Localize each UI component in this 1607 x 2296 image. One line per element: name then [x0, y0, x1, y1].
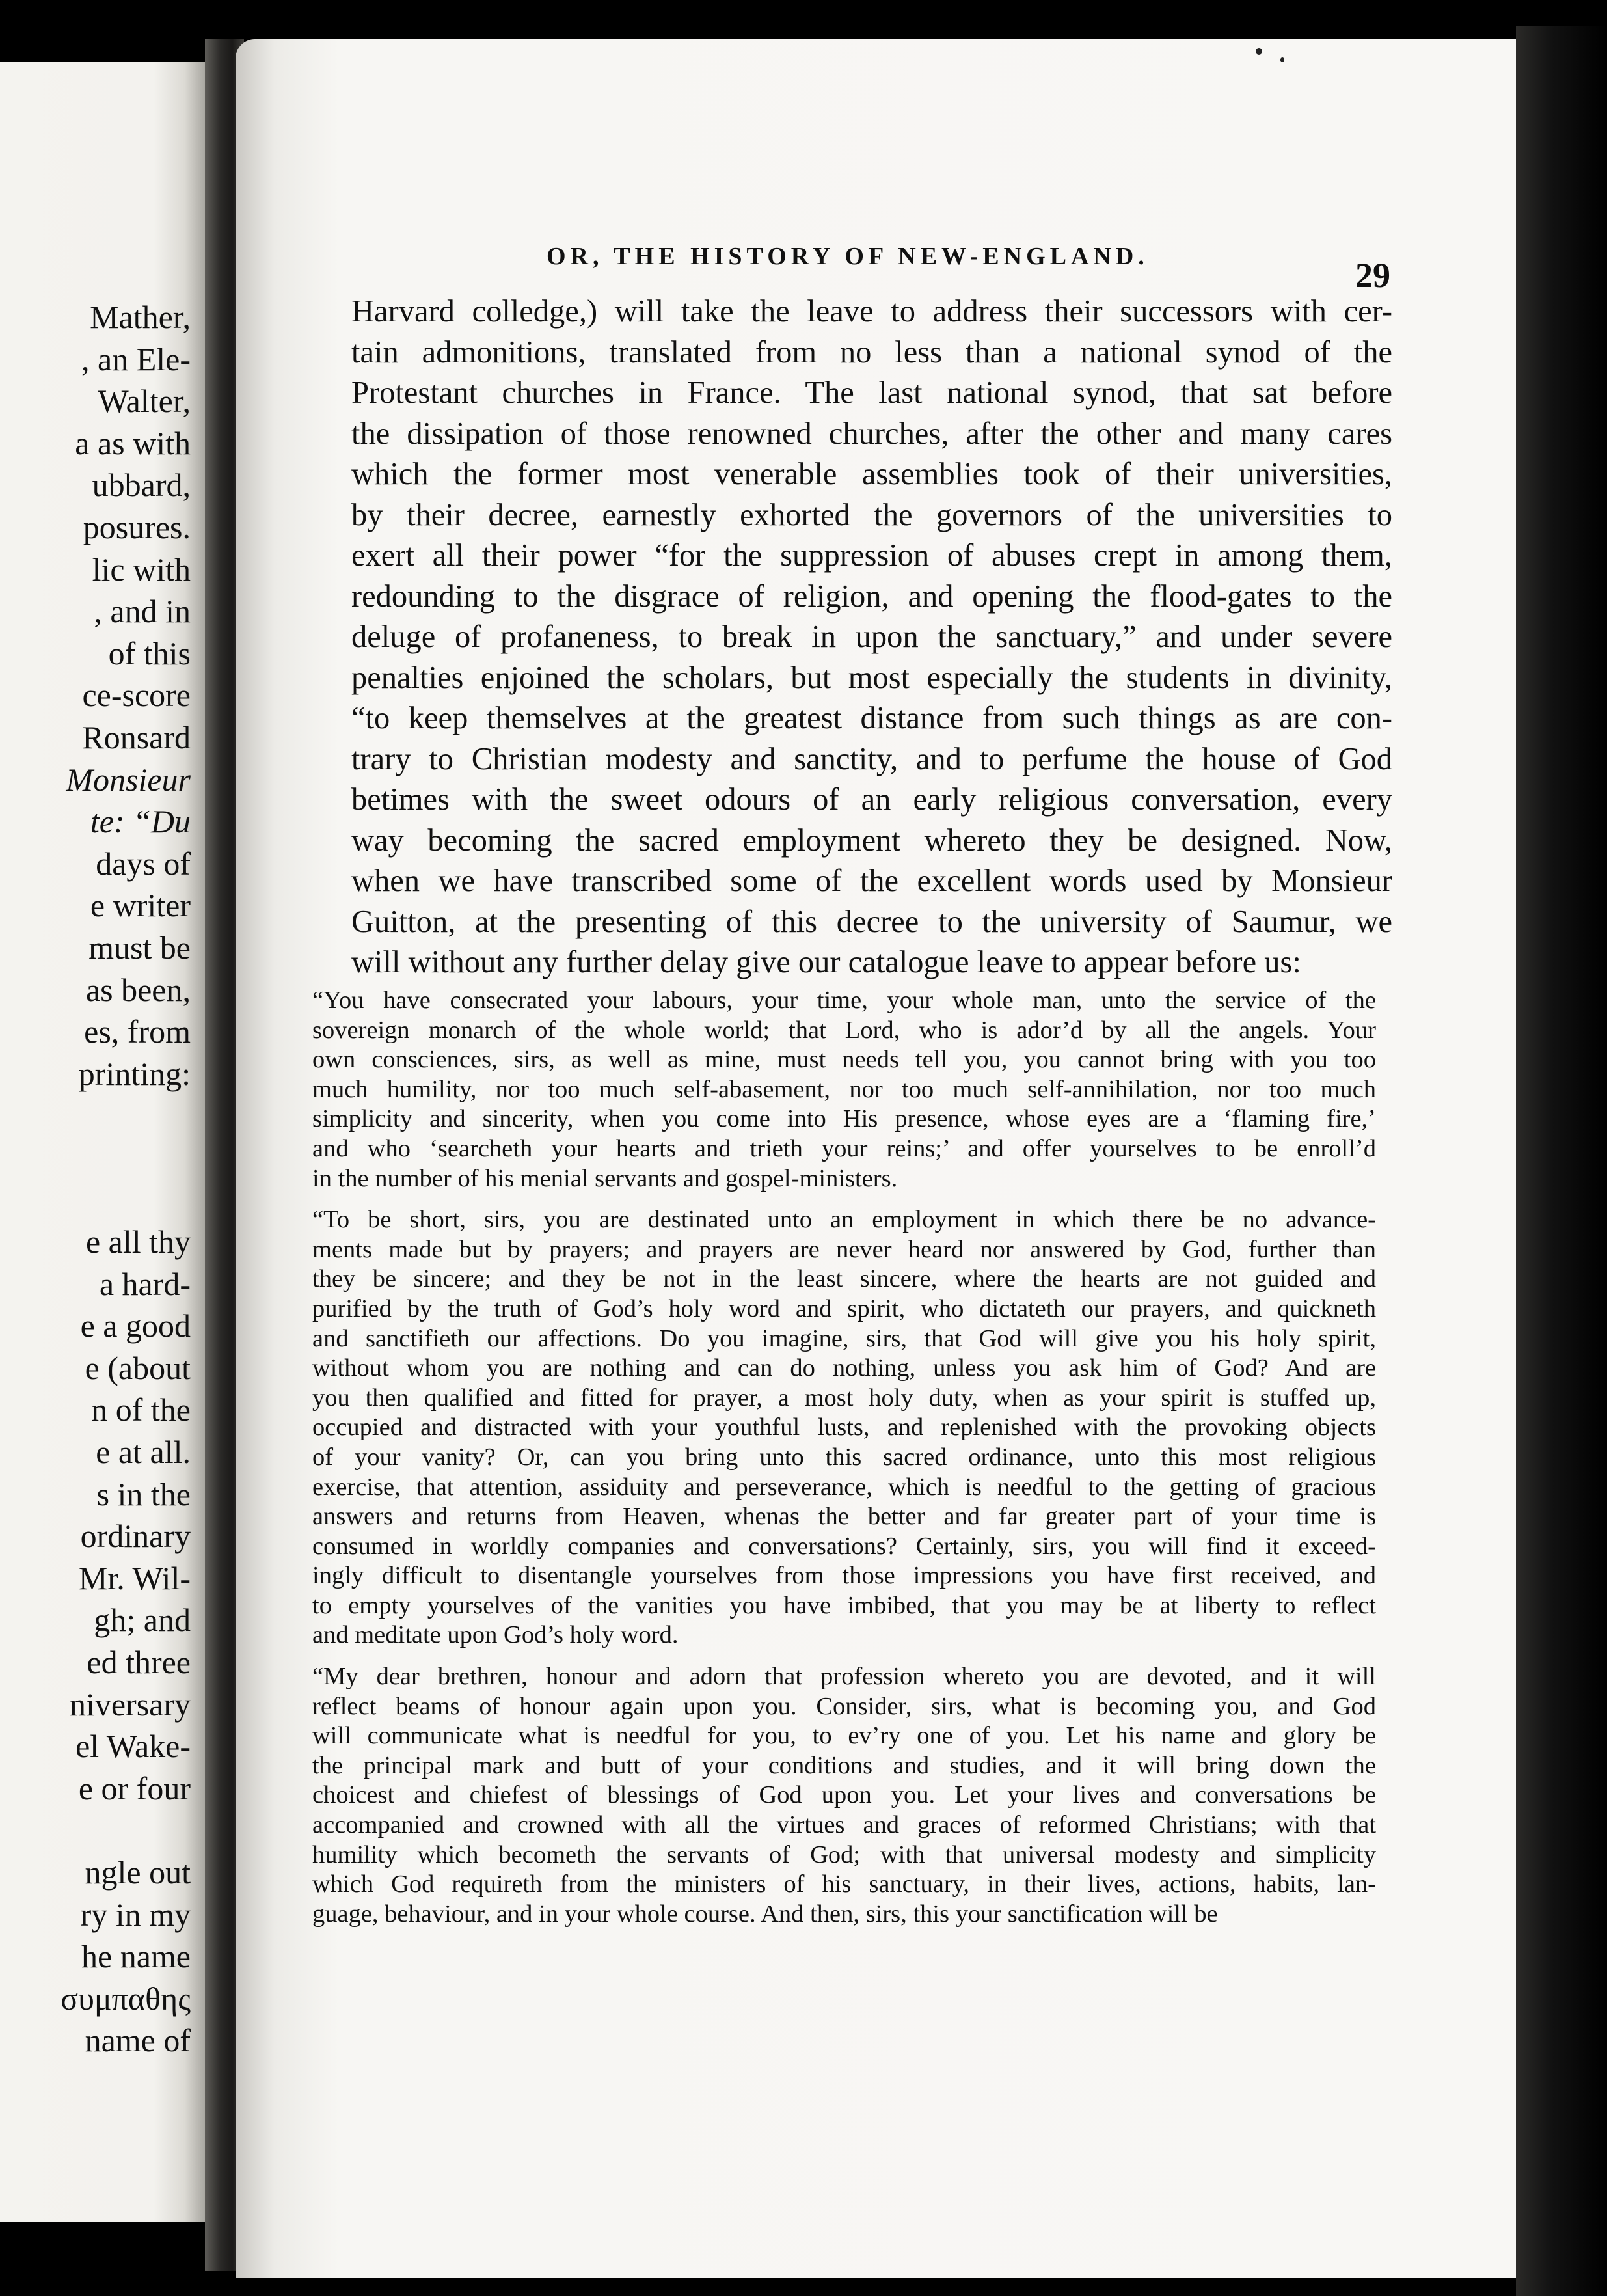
body-line: penalties enjoined the scholars, but most especially the students in divinity,	[351, 660, 1392, 695]
facing-page-line: e a good	[80, 1307, 191, 1345]
facing-page-line	[0, 1809, 191, 1852]
facing-page-line: e writer	[90, 887, 191, 924]
quote-line: exercise, that attention, assiduity and perseverance, which is needful to the getting of gracious	[312, 1473, 1376, 1501]
quote-paragraph	[312, 986, 1376, 1194]
quote-paragraph	[312, 1662, 1376, 1929]
quote-line: guage, behaviour, and in your whole course. And then, sirs, this your sanctification will be	[312, 1900, 1218, 1928]
facing-page-line: e or four	[78, 1770, 191, 1807]
body-line: will without any further delay give our catalogue leave to appear before us:	[351, 945, 1301, 979]
facing-page-line	[0, 1179, 191, 1221]
facing-page-line: ordinary	[80, 1518, 191, 1555]
facing-page-line: he name	[81, 1938, 191, 1975]
quote-line: consumed in worldly companies and conversations? Certainly, sirs, you will find it exceed-	[312, 1532, 1376, 1560]
quote-line: they be sincere; and they be not in the least sincere, where the hearts are not guided and	[312, 1265, 1376, 1293]
facing-page-line: Mr. Wil-	[78, 1559, 191, 1596]
quote-line: in the number of his menial servants and gospel-ministers.	[312, 1164, 898, 1192]
quote-line: choicest and chiefest of blessings of God upon you. Let your lives and conversations be	[312, 1781, 1376, 1809]
quote-line: ingly difficult to disentangle yourselves from those impressions you have first received, and	[312, 1562, 1376, 1590]
body-line: deluge of profaneness, to break in upon the sanctuary,” and under severe	[351, 620, 1392, 654]
facing-page-line: ngle out	[85, 1853, 191, 1891]
facing-page-line: , an Ele-	[81, 340, 191, 377]
body-line: tain admonitions, translated from no less than a national synod of the	[351, 335, 1392, 370]
body-line: by their decree, earnestly exhorted the governors of the universities to	[351, 497, 1392, 532]
body-line: trary to Christian modesty and sanctity, and to perfume the house of God	[351, 741, 1392, 776]
facing-page-line: days of	[96, 845, 191, 882]
body-line: way becoming the sacred employment whereto they be designed. Now,	[351, 823, 1392, 858]
quote-line: “You have consecrated your labours, your time, your whole man, unto the service of the	[312, 987, 1376, 1014]
facing-page-line: lic with	[92, 551, 191, 588]
quote-line: reflect beams of honour again upon you. Consider, sirs, what is becoming you, and God	[312, 1692, 1376, 1720]
facing-page-line: a hard-	[99, 1265, 191, 1302]
facing-page-line: Mather,	[90, 299, 191, 335]
facing-page-line	[0, 1095, 191, 1137]
body-line: redounding to the disgrace of religion, and opening the flood-gates to the	[351, 579, 1392, 614]
body-line: Harvard colledge,) will take the leave to address their successors with cer-	[351, 294, 1392, 329]
quote-line: the principal mark and butt of your conditions and studies, and it will bring down the	[312, 1751, 1376, 1779]
facing-page-line: es, from	[84, 1013, 191, 1050]
body-line: exert all their power “for the suppression of abuses crept in among them,	[351, 538, 1392, 573]
quote-line: and sanctifieth our affections. Do you imagine, sirs, that God will give you his holy spirit,	[312, 1324, 1376, 1352]
quote-line: without whom you are nothing and can do nothing, unless you ask him of God? And are	[312, 1354, 1376, 1382]
main-paragraph	[351, 292, 1392, 983]
facing-page-line	[0, 1137, 191, 1179]
facing-page-line: e at all.	[96, 1434, 191, 1471]
quote-line: own consciences, sirs, as well as mine, must needs tell you, you cannot bring with you too	[312, 1046, 1376, 1074]
quote-line: to empty yourselves of the vanities you have imbibed, that you may be at liberty to reflect	[312, 1591, 1376, 1619]
body-line: the dissipation of those renowned churches, after the other and many cares	[351, 416, 1392, 451]
quote-line: and meditate upon God’s holy word.	[312, 1621, 679, 1649]
scan-speck	[1256, 48, 1262, 55]
facing-page-line: Walter,	[98, 383, 191, 420]
scan-speck	[1280, 57, 1284, 62]
facing-page-line: printing:	[78, 1055, 191, 1092]
quote-line: purified by the truth of God’s holy word and spirit, who dictateth our prayers, and quickneth	[312, 1294, 1376, 1322]
quote-line: much humility, nor too much self-abasement, nor too much self-annihilation, nor too much	[312, 1075, 1376, 1103]
body-line: “to keep themselves at the greatest distance from such things as are con-	[351, 701, 1392, 735]
quote-line: you then qualified and fitted for prayer, a most holy duty, when as your spirit is stuffed up,	[312, 1384, 1376, 1412]
page-edge-shadow	[1516, 26, 1607, 2296]
facing-page-line: Ronsard	[82, 718, 191, 756]
quote-line: “To be short, sirs, you are destinated unto an employment in which there be no advance-	[312, 1206, 1376, 1234]
body-line: betimes with the sweet odours of an early religious conversation, every	[351, 782, 1392, 817]
facing-page-line: , and in	[94, 593, 191, 630]
quote-paragraph	[312, 1205, 1376, 1650]
facing-page-line: niversary	[69, 1686, 191, 1723]
quote-line: occupied and distracted with your youthful lusts, and replenished with the provoking objects	[312, 1414, 1376, 1442]
facing-page-line: te: “Du	[90, 803, 191, 840]
quote-line: sovereign monarch of the whole world; that Lord, who is ador’d by all the angels. Your	[312, 1016, 1376, 1044]
quote-line: of your vanity? Or, can you bring unto this sacred ordinance, unto this most religious	[312, 1443, 1376, 1471]
body-line: which the former most venerable assemblies took of their universities,	[351, 457, 1392, 491]
quote-line: humility which becometh the servants of God; with that universal modesty and simplicity	[312, 1840, 1376, 1868]
quote-line: and who ‘searcheth your hearts and trieth your reins;’ and offer yourselves to be enroll’d	[312, 1134, 1376, 1162]
running-head: OR, THE HISTORY OF NEW-ENGLAND.	[547, 243, 1149, 270]
facing-page-line: gh; and	[94, 1602, 191, 1639]
facing-page-left	[0, 62, 205, 2222]
facing-page-line: as been,	[85, 971, 191, 1008]
body-line: when we have transcribed some of the excellent words used by Monsieur	[351, 864, 1392, 898]
block-quotation	[312, 986, 1376, 1941]
facing-page-line: name of	[85, 2022, 191, 2059]
page-number: 29	[1355, 256, 1390, 295]
quote-line: will communicate what is needful for you, to ev’ry one of you. Let his name and glory be	[312, 1722, 1376, 1750]
facing-page-text	[0, 296, 191, 2062]
quote-line: answers and returns from Heaven, whenas the better and far greater part of your time is	[312, 1503, 1376, 1531]
facing-page-line: s in the	[96, 1475, 191, 1512]
facing-page-line: e (about	[85, 1349, 191, 1386]
facing-page-line: Monsieur	[66, 761, 191, 798]
body-line: Guitton, at the presenting of this decree to the university of Saumur, we	[351, 904, 1392, 939]
facing-page-line: ubbard,	[92, 467, 191, 504]
facing-page-line: of this	[108, 635, 191, 672]
facing-page-line: e all thy	[85, 1223, 191, 1261]
facing-page-line: ce-score	[82, 677, 191, 714]
facing-page-line: n of the	[91, 1391, 191, 1428]
facing-page-line: ed three	[87, 1644, 191, 1680]
quote-line: which God requireth from the ministers of his sanctuary, in their lives, actions, habits, lan-	[312, 1870, 1376, 1898]
quote-line: ments made but by prayers; and prayers are never heard nor answered by God, further than	[312, 1235, 1376, 1263]
quote-line: “My dear brethren, honour and adorn that profession whereto you are devoted, and it will	[312, 1663, 1376, 1691]
facing-page-line: posures.	[83, 508, 191, 545]
facing-page-line: ry in my	[80, 1896, 191, 1933]
facing-page-line: must be	[88, 929, 191, 966]
body-line: Protestant churches in France. The last national synod, that sat before	[351, 376, 1392, 410]
facing-page-line: a as with	[75, 424, 191, 461]
facing-page-line: συμπαθης	[61, 1980, 191, 2017]
facing-page-line: el Wake-	[75, 1728, 191, 1765]
quote-line: simplicity and sincerity, when you come into His presence, whose eyes are a ‘flaming fire,’	[312, 1105, 1376, 1133]
quote-line: accompanied and crowned with all the virtues and graces of reformed Christians; with that	[312, 1811, 1376, 1839]
